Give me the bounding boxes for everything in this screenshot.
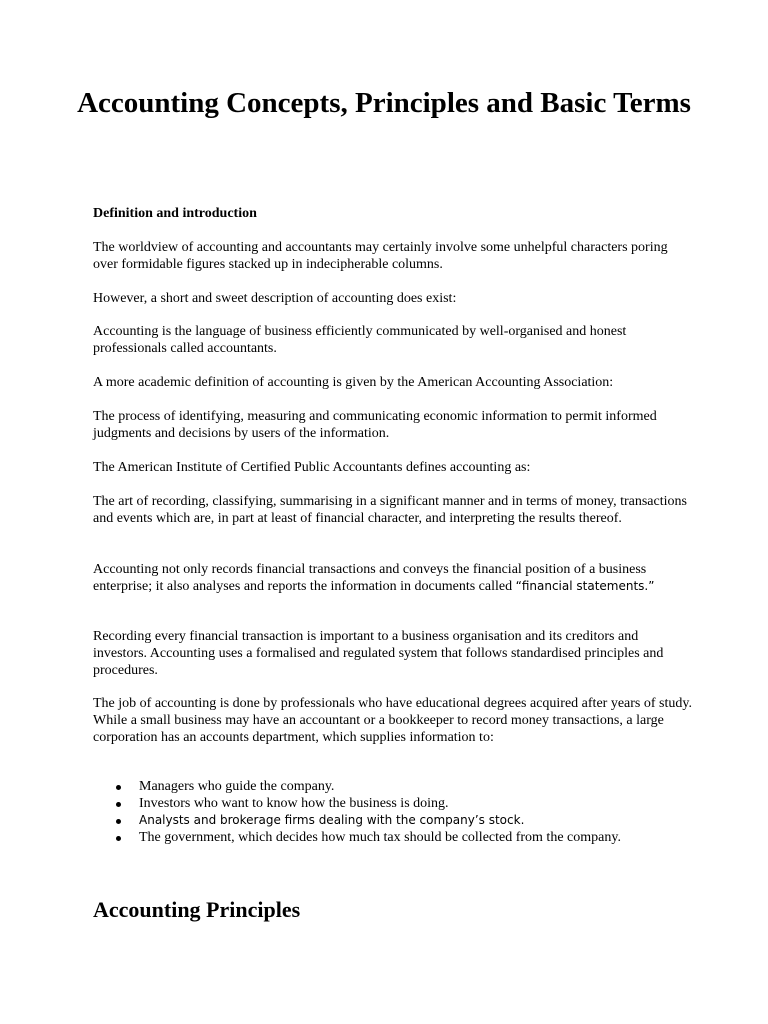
list-item: Analysts and brokerage firms dealing with the company’s stock.: [93, 812, 733, 829]
paragraph-financial-statements-main: Accounting not only records financial transactions and conveys the financial position of a business enterprise; it also analyses and reports the information in documents called: [93, 562, 647, 594]
paragraph-aicpa-definition: The art of recording, classifying, summarising in a significant manner and in terms of money, transactions and events which are, in part at least of financial character, and interpreting the results thereof.: [93, 494, 687, 526]
bullet-icon: [116, 802, 121, 807]
list-item: Investors who want to know how the business is doing.: [93, 795, 733, 812]
paragraph-academic-definition: A more academic definition of accounting is given by the American Accounting Association:: [93, 375, 614, 390]
subheading-accounting-principles: Accounting Principles: [93, 897, 301, 922]
list-item: Managers who guide the company.: [93, 778, 733, 795]
list-item: The government, which decides how much tax should be collected from the company.: [93, 829, 733, 846]
financial-statements-term: “financial statements.”: [515, 579, 655, 593]
bullet-icon: [116, 785, 121, 790]
paragraph-aicpa-intro: The American Institute of Certified Public Accountants defines accounting as:: [93, 460, 531, 475]
bullet-icon: [116, 836, 121, 841]
information-users-list: [93, 778, 733, 846]
paragraph-job-of-accounting: The job of accounting is done by professionals who have educational degrees acquired after years of study. While a small business may have an accountant or a bookkeeper to record money transactions, a large corporation has an accounts department, which supplies information to:: [93, 696, 692, 745]
paragraph-short-description: However, a short and sweet description of accounting does exist:: [93, 291, 457, 306]
paragraph-recording-transactions: Recording every financial transaction is important to a business organisation and its creditors and investors. Accounting uses a formalised and regulated system that follows standardised principles and procedures.: [93, 629, 664, 678]
paragraph-worldview: The worldview of accounting and accountants may certainly involve some unhelpful characters poring over formidable figures stacked up in indecipherable columns.: [93, 240, 668, 272]
document-title: Accounting Concepts, Principles and Basic Terms: [77, 87, 691, 119]
paragraph-aaa-definition: The process of identifying, measuring and communicating economic information to permit informed judgments and decisions by users of the information.: [93, 409, 657, 441]
paragraph-financial-statements: [93, 561, 693, 595]
section-heading-definition: Definition and introduction: [93, 206, 257, 221]
bullet-icon: [116, 819, 121, 824]
paragraph-language-of-business: Accounting is the language of business efficiently communicated by well-organised and honest professionals called accountants.: [93, 324, 627, 356]
